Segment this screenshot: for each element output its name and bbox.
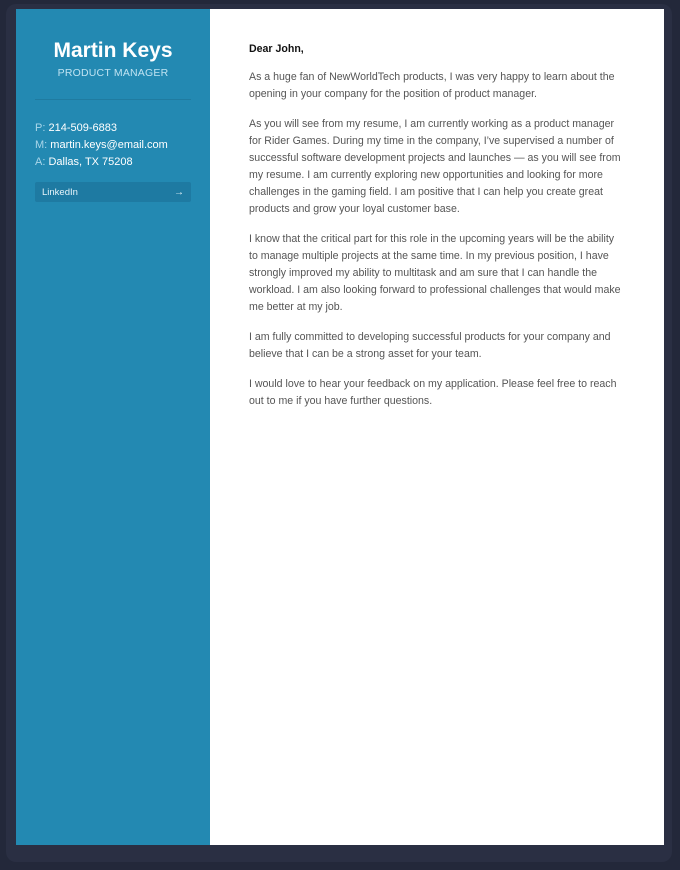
letter-paragraph: I am fully committed to developing successful products for your company and believe that I can be a strong asset for your team.	[249, 331, 611, 360]
cover-letter-page	[16, 9, 664, 845]
contact-address-label: A:	[35, 156, 46, 168]
sidebar	[16, 9, 210, 845]
contact-email	[35, 137, 191, 154]
linkedin-link-button[interactable]	[35, 182, 191, 202]
letter-paragraph: As you will see from my resume, I am currently working as a product manager for Rider Games. During my time in the company, I’ve supervised a number of successful software development projects and launches — as you will see from my resume. I am currently exploring new opportunities and looking for more challenges in the gaming field. I am positive that I can help you create great products and grow your loyal customer base.	[249, 118, 621, 215]
contact-phone-label: P:	[35, 122, 46, 134]
letter-greeting: Dear John,	[249, 43, 304, 55]
letter-body	[210, 9, 664, 845]
applicant-job-title: PRODUCT MANAGER	[57, 67, 169, 79]
contact-address	[35, 154, 191, 171]
letter-paragraph: I know that the critical part for this role in the upcoming years will be the ability to manage multiple projects at the same time. In my previous position, I have strongly improved my ability to multitask and am sure that I can handle the workload. I am also looking forward to professional challenges that would make me better at my job.	[249, 233, 621, 313]
contact-phone	[35, 120, 191, 137]
applicant-name: Martin Keys	[53, 39, 173, 62]
arrow-right-icon: →	[174, 186, 184, 198]
sidebar-divider	[35, 99, 191, 100]
linkedin-link-label: LinkedIn	[42, 186, 78, 198]
contact-phone-value: 214-509-6883	[48, 122, 117, 134]
contact-email-label: M:	[35, 139, 48, 151]
letter-paragraph: As a huge fan of NewWorldTech products, I was very happy to learn about the opening in your company for the position of product manager.	[249, 71, 615, 100]
letter-paragraph: I would love to hear your feedback on my application. Please feel free to reach out to me if you have further questions.	[249, 378, 617, 407]
contact-email-value[interactable]: martin.keys@email.com	[50, 139, 168, 151]
contact-address-value: Dallas, TX 75208	[48, 156, 133, 168]
contact-list	[35, 120, 191, 171]
